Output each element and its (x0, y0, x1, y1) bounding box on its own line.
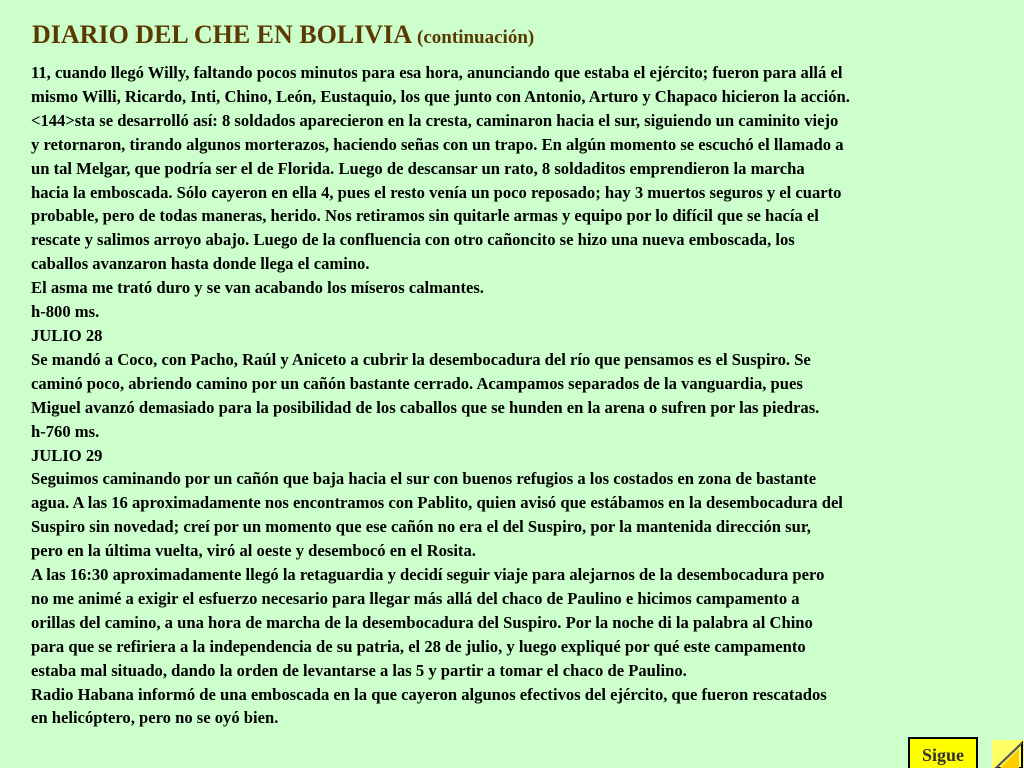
text-line: A las 16:30 aproximadamente llegó la retaguardia y decidí seguir viaje para alejarnos de la desembocadura pero (31, 565, 825, 585)
title-subtitle: (continuación) (417, 27, 535, 48)
left-arrow-icon (992, 740, 1024, 768)
text-line: Radio Habana informó de una emboscada en la que cayeron algunos efectivos del ejército, que fueron rescatados (31, 684, 827, 704)
text-line: en helicóptero, pero no se oyó bien. (31, 708, 279, 728)
prev-arrow-button[interactable] (992, 740, 1024, 768)
text-line: un tal Melgar, que podría ser el de Florida. Luego de descansar un rato, 8 soldaditos emprendieron la marcha (31, 158, 805, 178)
text-line: Se mandó a Coco, con Pacho, Raúl y Aniceto a cubrir la desembocadura del río que pensamos es el Suspiro. Se (31, 349, 811, 369)
text-line: h-800 ms. (31, 302, 100, 322)
title-main: DIARIO DEL CHE EN BOLIVIA (32, 20, 411, 49)
text-line: Miguel avanzó demasiado para la posibilidad de los caballos que se hunden en la arena o sufren por las piedras. (31, 397, 820, 417)
text-line: agua. A las 16 aproximadamente nos encontramos con Pablito, quien avisó que estábamos en la desembocadura del (31, 493, 843, 513)
text-line: mismo Willi, Ricardo, Inti, Chino, León, Eustaquio, los que junto con Antonio, Arturo y Chapaco hicieron la acción. (31, 86, 850, 106)
text-line: Suspiro sin novedad; creí por un momento que ese cañón no era el del Suspiro, por la mantenida dirección sur, (31, 517, 811, 537)
date-heading: JULIO 28 (31, 325, 103, 345)
page-title (32, 20, 534, 50)
text-line: estaba mal situado, dando la orden de levantarse a las 5 y partir a tomar el chaco de Paulino. (31, 660, 687, 680)
text-line: orillas del camino, a una hora de marcha de la desembocadura del Suspiro. Por la noche di la palabra al Chino (31, 612, 813, 632)
text-line: <144>sta se desarrolló así: 8 soldados aparecieron en la cresta, caminaron hacia el sur, siguiendo un caminito viejo (31, 110, 839, 130)
text-line: caminó poco, abriendo camino por un cañón bastante cerrado. Acampamos separados de la vanguardia, pues (31, 373, 803, 393)
text-line: h-760 ms. (31, 421, 100, 441)
next-button[interactable]: Sigue (908, 737, 978, 768)
diary-text (31, 61, 1021, 730)
text-line: rescate y salimos arroyo abajo. Luego de la confluencia con otro cañoncito se hizo una nueva emboscada, los (31, 230, 795, 250)
text-line: pero en la última vuelta, viró al oeste y desembocó en el Rosita. (31, 541, 476, 561)
text-line: caballos avanzaron hasta donde llega el camino. (31, 254, 370, 274)
text-line: probable, pero de todas maneras, herido. Nos retiramos sin quitarle armas y equipo por lo difícil que se hacía el (31, 206, 819, 226)
date-heading: JULIO 29 (31, 445, 103, 465)
text-line: Seguimos caminando por un cañón que baja hacia el sur con buenos refugios a los costados en zona de bastante (31, 469, 817, 489)
text-line: hacia la emboscada. Sólo cayeron en ella 4, pues el resto venía un poco reposado; hay 3 muertos seguros y el cuarto (31, 182, 842, 202)
text-line: El asma me trató duro y se van acabando los míseros calmantes. (31, 278, 484, 298)
text-line: 11, cuando llegó Willy, faltando pocos minutos para esa hora, anunciando que estaba el ejército; fueron para allá el (31, 63, 843, 82)
text-line: para que se refiriera a la independencia de su patria, el 28 de julio, y luego expliqué por qué este campamento (31, 636, 806, 656)
text-line: no me animé a exigir el esfuerzo necesario para llegar más allá del chaco de Paulino e hicimos campamento a (31, 588, 800, 608)
text-line: y retornaron, tirando algunos morterazos, haciendo señas con un trapo. En algún momento se escuchó el llamado a (31, 134, 844, 154)
